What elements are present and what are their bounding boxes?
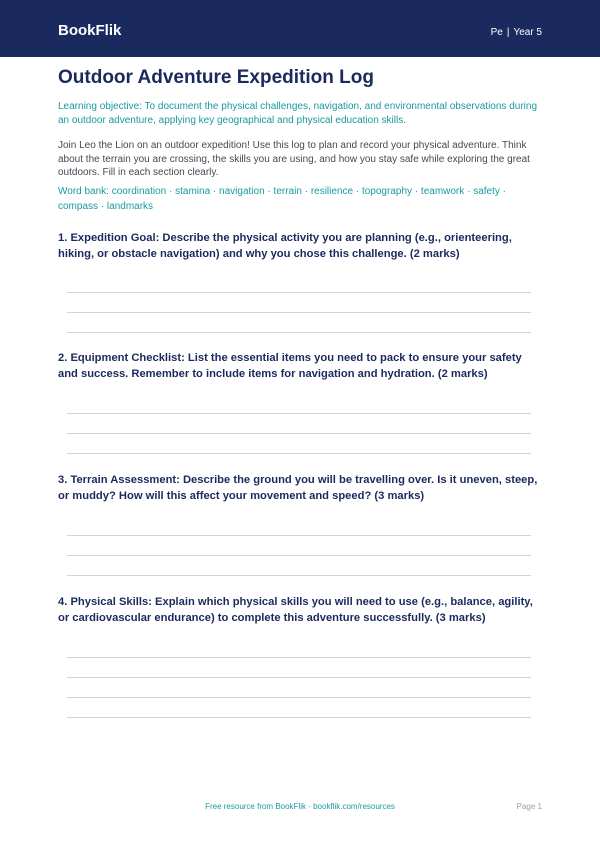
- word-bank-word: coordination: [111, 186, 167, 197]
- footer-credit: Free resource from BookFlik · bookflik.com/resources: [205, 802, 395, 811]
- word-bank-word: terrain: [273, 186, 302, 197]
- year-label: Year 5: [513, 27, 542, 38]
- word-bank-word: safety: [473, 186, 500, 197]
- answer-line[interactable]: [67, 332, 531, 333]
- question-4-prompt: 4. Physical Skills: Explain which physical skills you will need to use (e.g., balance, agility, or cardiovascular endurance) to complete this adventure successfully. (3 marks): [58, 596, 533, 624]
- word-bank-word: resilience: [310, 186, 354, 197]
- word-bank-word: topography: [361, 186, 413, 197]
- answer-line[interactable]: [67, 575, 531, 576]
- answer-line[interactable]: [67, 292, 531, 293]
- word-separator: ·: [355, 186, 360, 197]
- answer-line[interactable]: [67, 555, 531, 556]
- answer-line[interactable]: [67, 657, 531, 658]
- answer-line[interactable]: [67, 535, 531, 536]
- question-2-prompt: 2. Equipment Checklist: List the essential items you need to pack to ensure your safety and success. Remember to include items for navigation and hydration. (2 marks): [58, 352, 522, 380]
- word-separator: ·: [502, 186, 506, 197]
- learning-objective: Learning objective: To document the physical challenges, navigation, and environmental observations during an outdoor adventure, applying key geographical and physical education skills.: [58, 101, 538, 126]
- word-separator: ·: [467, 186, 471, 197]
- word-separator: ·: [100, 200, 105, 212]
- header-meta: [491, 27, 542, 39]
- word-separator: ·: [169, 186, 173, 197]
- intro-paragraph: Join Leo the Lion on an outdoor expedition! Use this log to plan and record your physical adventure. Think about the terrain you are crossing, the skills you are using, and how you stay safe while exploring the great outdoors. Fill in each section clearly.: [58, 140, 530, 178]
- word-bank-word: compass: [58, 200, 99, 212]
- question-1-prompt: 1. Expedition Goal: Describe the physical activity you are planning (e.g., orienteering, hiking, or obstacle navigation) and why you chose this challenge. (2 marks): [58, 232, 512, 260]
- word-bank: [58, 185, 544, 214]
- answer-line[interactable]: [67, 697, 531, 698]
- word-separator: ·: [267, 186, 271, 197]
- word-bank-word: stamina: [175, 186, 211, 197]
- word-separator: ·: [304, 186, 309, 197]
- page-header: [0, 0, 600, 57]
- word-bank-word: teamwork: [420, 186, 465, 197]
- answer-line[interactable]: [67, 717, 531, 718]
- answer-line[interactable]: [67, 433, 531, 434]
- word-separator: ·: [414, 186, 419, 197]
- word-bank-word: navigation: [219, 186, 265, 197]
- page-number: Page 1: [516, 802, 542, 811]
- word-bank-word: landmarks: [106, 200, 154, 212]
- word-separator: ·: [212, 186, 217, 197]
- answer-line[interactable]: [67, 453, 531, 454]
- word-bank-label: Word bank:: [58, 186, 109, 197]
- header-separator: |: [506, 27, 510, 38]
- answer-line[interactable]: [67, 677, 531, 678]
- page-title: Outdoor Adventure Expedition Log: [58, 67, 374, 88]
- question-3-prompt: 3. Terrain Assessment: Describe the ground you will be travelling over. Is it uneven, steep, or muddy? How will this affect your movement and speed? (3 marks): [58, 474, 538, 502]
- answer-line[interactable]: [67, 413, 531, 414]
- brand-logo-text: BookFlik: [58, 22, 122, 39]
- answer-line[interactable]: [67, 312, 531, 313]
- subject-label: Pe: [490, 27, 503, 38]
